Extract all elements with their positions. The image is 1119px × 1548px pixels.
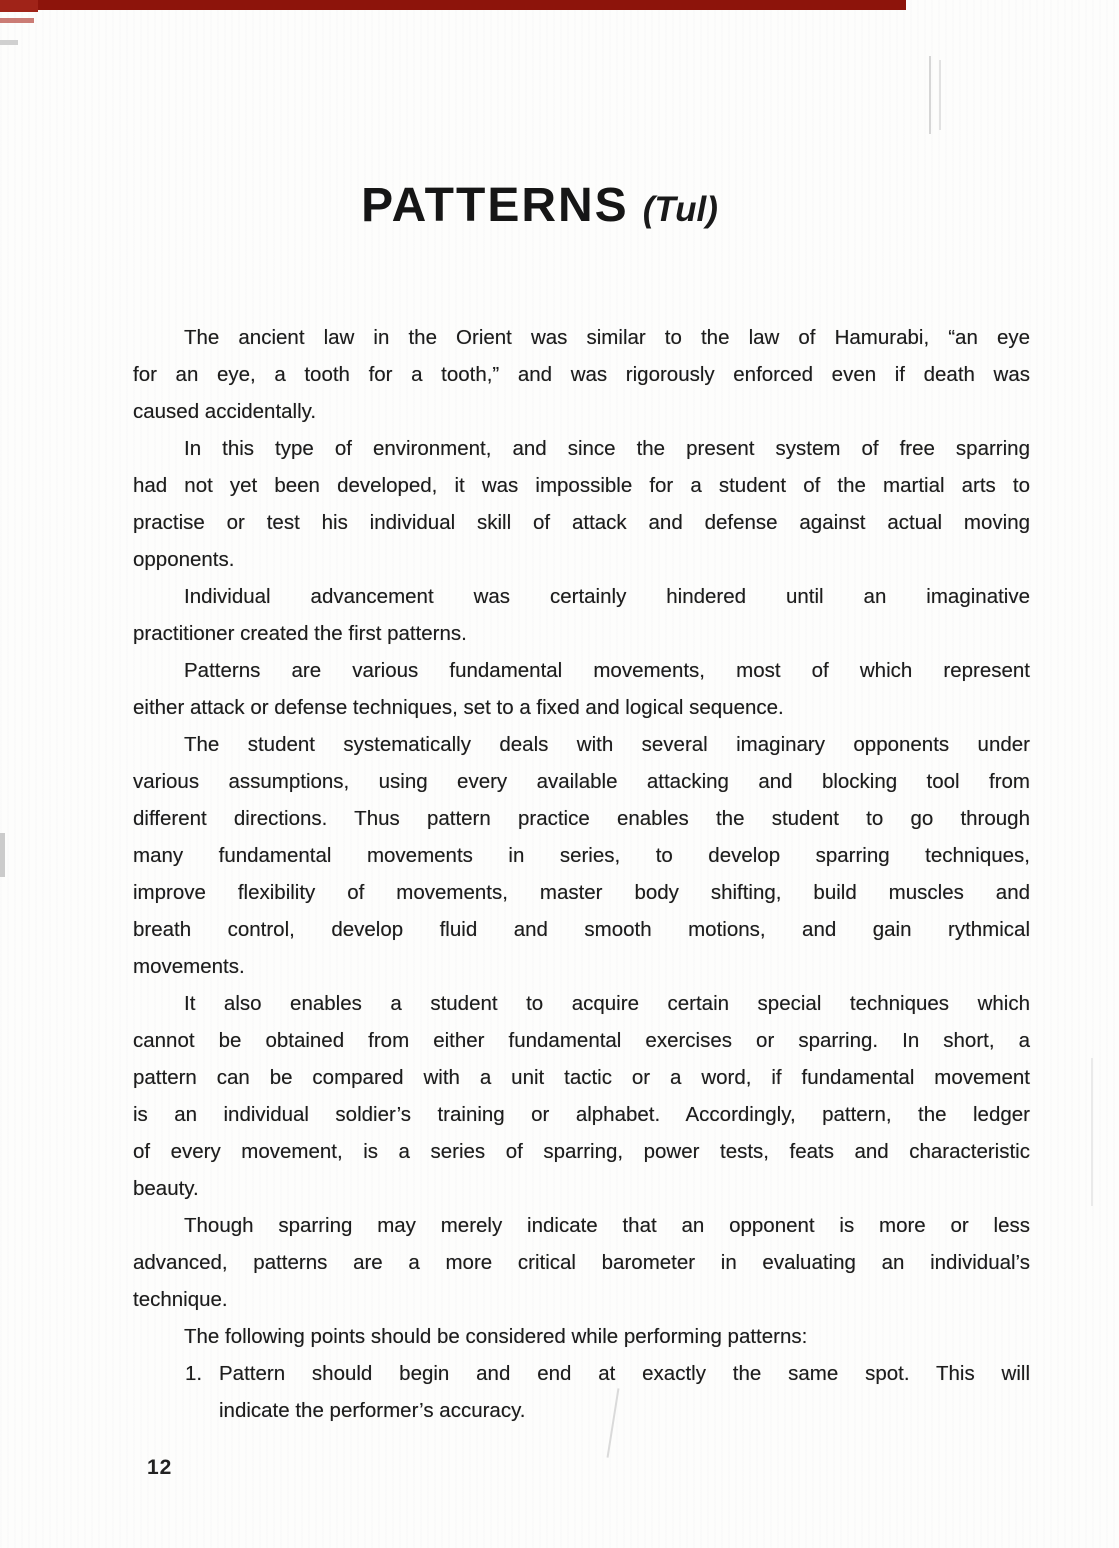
paragraph [133, 985, 1030, 1207]
text-line: The ancient law in the Orient was similar to the law of Hamurabi, “an eye [184, 326, 1030, 349]
text-line: In this type of environment, and since the present system of free sparring [184, 437, 1030, 460]
text-line: The following points should be considered while performing patterns: [184, 1325, 808, 1348]
page-number: 12 [147, 1456, 173, 1479]
text-line: caused accidentally. [133, 400, 317, 423]
text-line: Individual advancement was certainly hindered until an imaginative [184, 585, 1030, 608]
text-line: The student systematically deals with several imaginary opponents under [184, 733, 1030, 756]
text-line: beauty. [133, 1177, 199, 1200]
text-line: either attack or defense techniques, set to a fixed and logical sequence. [133, 696, 784, 719]
text-line: technique. [133, 1288, 228, 1311]
list-item-text [219, 1355, 1030, 1429]
text-line: different directions. Thus pattern practice enables the student to go through [133, 807, 1030, 830]
paragraph [133, 726, 1030, 985]
page-title [133, 0, 1030, 233]
text-line: Patterns are various fundamental movements, most of which represent [184, 659, 1030, 682]
text-line: cannot be obtained from either fundamental exercises or sparring. In short, a [133, 1029, 1030, 1052]
text-line: indicate the performer’s accuracy. [219, 1399, 526, 1422]
text-line: for an eye, a tooth for a tooth,” and was rigorously enforced even if death was [133, 363, 1030, 386]
paragraph [133, 652, 1030, 726]
text-line: Though sparring may merely indicate that an opponent is more or less [184, 1214, 1030, 1237]
list-item [133, 1355, 1030, 1429]
text-line: opponents. [133, 548, 235, 571]
paragraph [133, 430, 1030, 578]
text-line: many fundamental movements in series, to develop sparring techniques, [133, 844, 1030, 867]
text-line: Pattern should begin and end at exactly the same spot. This will [219, 1362, 1030, 1385]
text-line: movements. [133, 955, 245, 978]
paragraph [133, 1318, 1030, 1355]
text-column [133, 0, 1030, 1429]
paragraph [133, 578, 1030, 652]
paragraph [133, 319, 1030, 430]
scan-artifact-red-bar-left [0, 0, 38, 12]
list-item-number: 1. [185, 1362, 203, 1385]
title-main: PATTERNS [361, 179, 629, 232]
scan-artifact-red-dash [0, 18, 34, 23]
text-line: pattern can be compared with a unit tactic or a word, if fundamental movement [133, 1066, 1030, 1089]
text-line: practitioner created the first patterns. [133, 622, 467, 645]
scan-artifact-left-edge [0, 833, 5, 877]
text-line: of every movement, is a series of sparring, power tests, feats and characteristic [133, 1140, 1030, 1163]
text-line: advanced, patterns are a more critical barometer in evaluating an individual’s [133, 1251, 1030, 1274]
text-line: improve flexibility of movements, master body shifting, build muscles and [133, 881, 1030, 904]
text-line: It also enables a student to acquire certain special techniques which [184, 992, 1030, 1015]
text-line: various assumptions, using every available attacking and blocking tool from [133, 770, 1030, 793]
body-text [133, 233, 1030, 1429]
text-line: practise or test his individual skill of attack and defense against actual moving [133, 511, 1030, 534]
paragraph [133, 1207, 1030, 1318]
text-line: is an individual soldier’s training or alphabet. Accordingly, pattern, the ledger [133, 1103, 1030, 1126]
text-line: breath control, develop fluid and smooth motions, and gain rythmical [133, 918, 1030, 941]
scan-artifact-gray-dash [0, 40, 18, 45]
title-subtitle: (Tul) [642, 190, 718, 229]
scan-artifact-right-faint [1091, 1058, 1093, 1206]
text-line: had not yet been developed, it was impossible for a student of the martial arts to [133, 474, 1030, 497]
